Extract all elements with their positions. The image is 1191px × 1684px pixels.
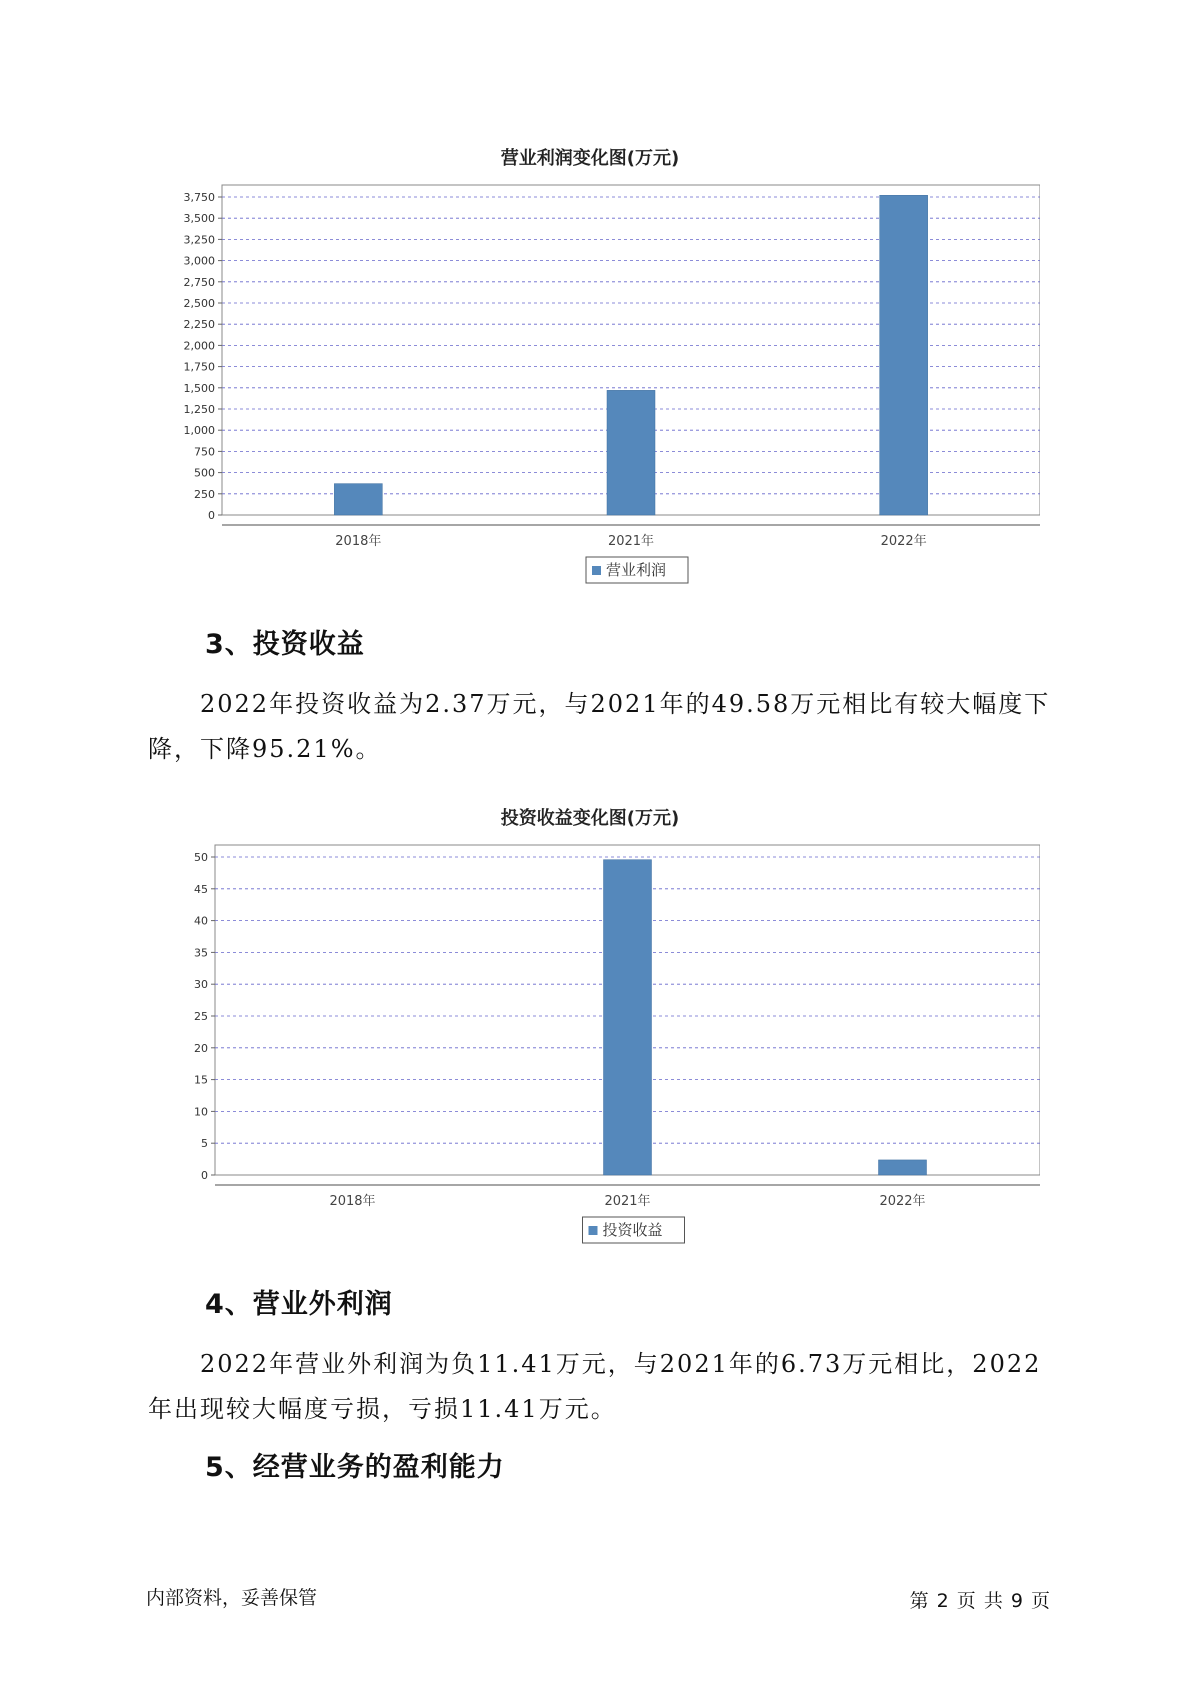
bar: [604, 860, 652, 1175]
y-tick-label: 1,250: [183, 403, 215, 416]
x-tick-label: 2018年: [335, 534, 382, 549]
x-tick-label: 2021年: [604, 1194, 651, 1209]
chart-title: 营业利润变化图(万元): [500, 148, 680, 169]
y-tick-label: 0: [208, 509, 215, 522]
y-tick-label: 250: [194, 487, 215, 501]
chart-title: 投资收益变化图(万元): [500, 808, 680, 829]
footer-page-number: 第 2 页 共 9 页: [909, 1590, 1051, 1612]
bar: [880, 195, 928, 515]
bar: [334, 484, 382, 515]
y-tick-label: 2,500: [183, 297, 215, 310]
bar: [607, 390, 655, 515]
y-tick-label: 500: [194, 466, 215, 480]
y-tick-label: 3,750: [183, 191, 215, 204]
x-tick-label: 2022年: [880, 534, 927, 549]
y-tick-label: 2,000: [183, 339, 215, 353]
y-tick-label: 10: [194, 1105, 208, 1119]
y-tick-label: 0: [201, 1169, 208, 1182]
legend-swatch: [592, 566, 601, 575]
legend-label: 投资收益: [602, 1221, 663, 1239]
y-tick-label: 25: [194, 1010, 208, 1023]
y-tick-label: 40: [194, 914, 208, 928]
y-tick-label: 1,500: [183, 381, 215, 395]
y-tick-label: 15: [194, 1073, 208, 1087]
section-4-heading: 4、营业外利润: [205, 1289, 393, 1320]
operating-profit-chart-svg: [140, 140, 1040, 590]
y-tick-label: 50: [194, 851, 208, 864]
y-tick-label: 20: [194, 1041, 208, 1055]
y-tick-label: 3,000: [183, 254, 215, 268]
x-tick-label: 2021年: [607, 534, 655, 549]
y-tick-label: 45: [194, 882, 208, 896]
y-tick-label: 2,250: [183, 318, 215, 332]
y-tick-label: 35: [194, 946, 208, 960]
section-3-paragraph: 2022年投资收益为2.37万元，与2021年的49.58万元相比有较大幅度下降，下降95.21%。: [148, 690, 1051, 763]
y-tick-label: 3,500: [183, 212, 215, 226]
bar: [879, 1160, 927, 1175]
section-4-paragraph: 2022年营业外利润为负11.41万元，与2021年的6.73万元相比，2022年出现较大幅度亏损，亏损11.41万元。: [148, 1350, 1042, 1423]
y-tick-label: 5: [201, 1137, 208, 1151]
legend-swatch: [589, 1226, 598, 1235]
y-tick-label: 30: [194, 978, 208, 992]
investment-income-chart-svg: [140, 800, 1040, 1250]
section-3-heading: 3、投资收益: [205, 629, 365, 660]
x-tick-label: 2018年: [329, 1194, 376, 1209]
y-tick-label: 750: [194, 445, 215, 459]
footer-confidential-note: 内部资料，妥善保管: [146, 1587, 318, 1609]
section-5-heading: 5、经营业务的盈利能力: [205, 1452, 505, 1483]
y-tick-label: 1,000: [183, 424, 215, 438]
operating-profit-chart: [140, 140, 1040, 590]
y-tick-label: 3,250: [183, 233, 215, 247]
legend-label: 营业利润: [606, 561, 667, 579]
investment-income-chart: [140, 800, 1040, 1250]
y-tick-label: 2,750: [183, 275, 215, 289]
y-tick-label: 1,750: [183, 360, 215, 374]
x-tick-label: 2022年: [879, 1194, 926, 1209]
